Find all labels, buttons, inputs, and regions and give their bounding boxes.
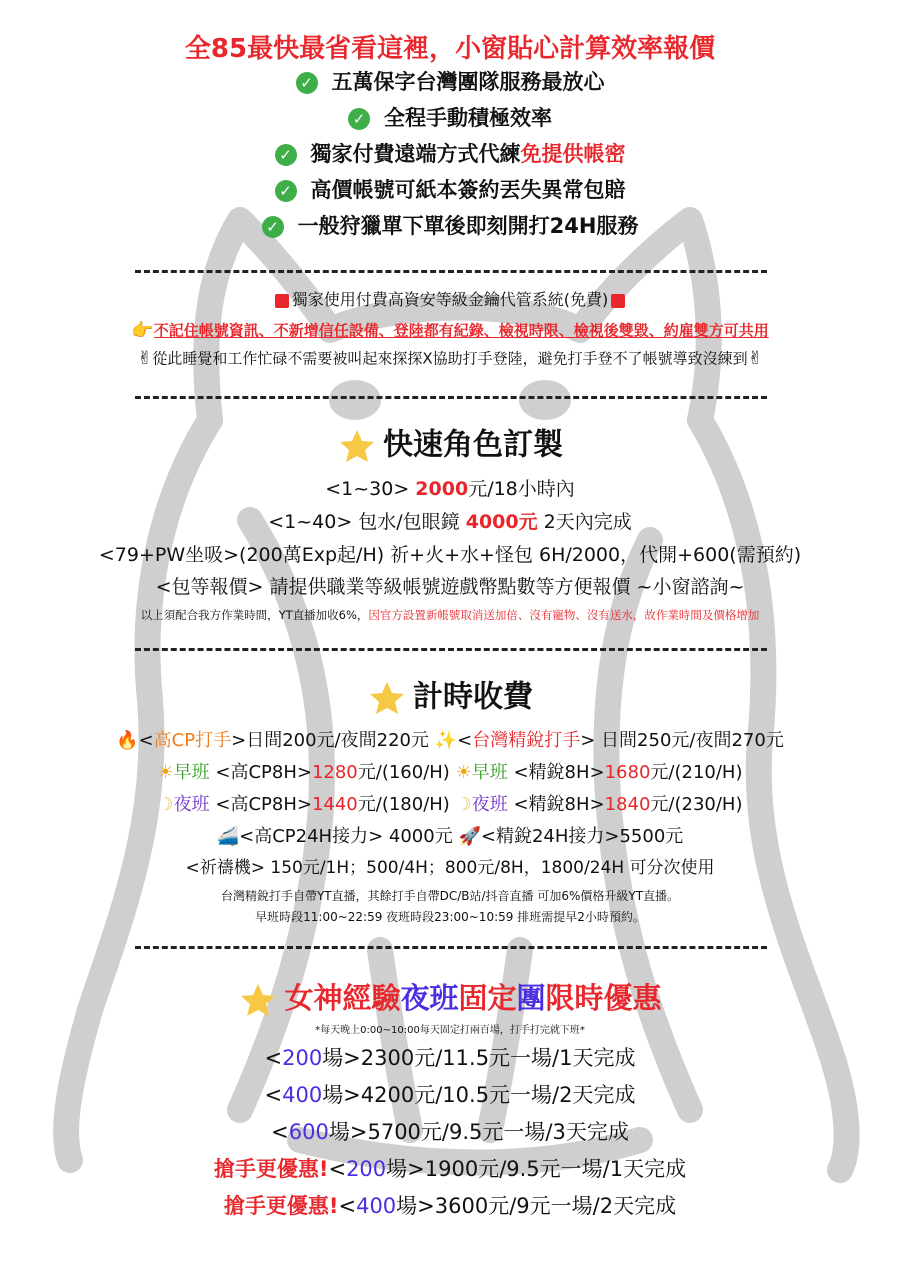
check-icon: ✓: [348, 108, 370, 130]
victory-hand-icon: ✌: [747, 348, 763, 369]
quick-price-line: <1~40> 包水/包眼鏡 4000元 2天內完成: [268, 511, 632, 533]
feature-item: ✓ 獨家付費遠端方式代練免提供帳密: [0, 144, 900, 166]
hourly-note: 早班時段11:00~22:59 夜班時段23:00~10:59 排班需提早2小時預約。: [255, 910, 645, 924]
feature-item: ✓ 高價帳號可紙本簽約丟失異常包賠: [0, 180, 900, 202]
hourly-rate-line: 🔥<高CP打手>日間200元/夜間220元 ✨<台灣精銳打手> 日間250元/夜間270元: [116, 730, 784, 751]
star-icon: [337, 428, 377, 464]
sun-icon: ☀: [455, 762, 472, 783]
security-warning: 👉不記住帳號資訊、不新增信任設備、登陸都有紀錄、檢視時限、檢視後雙毀、約雇雙方可共用: [131, 320, 769, 341]
check-icon: ✓: [262, 216, 284, 238]
dashed-divider: [135, 396, 767, 399]
hourly-day-line: ☀早班 <高CP8H>1280元/(160/H) ☀早班 <精銳8H>1680元/(210/H): [157, 762, 743, 783]
fire-icon: 🔥: [116, 730, 139, 751]
check-icon: ✓: [275, 144, 297, 166]
hourly-prayer-line: <祈禱機> 150元/1H；500/4H；800元/8H，1800/24H 可分次使用: [185, 858, 715, 878]
goddess-plan: 搶手更優惠!<200場>1900元/9.5元一場/1天完成: [213, 1157, 687, 1181]
goddess-plan: <200場>2300元/11.5元一場/1天完成: [264, 1046, 636, 1070]
sun-icon: ☀: [157, 762, 174, 783]
security-title: 獨家使用付費高資安等級金鑰代管系統(免費): [0, 292, 900, 308]
train-icon: 🚄: [216, 826, 240, 847]
section-heading-quick: 快速角色訂製: [0, 428, 900, 464]
check-icon: ✓: [275, 180, 297, 202]
feature-item: ✓ 全程手動積極效率: [0, 108, 900, 130]
goddess-plan: <600場>5700元/9.5元一場/3天完成: [271, 1120, 629, 1144]
star-icon: [367, 680, 407, 716]
moon-icon: ☽: [157, 794, 174, 815]
siren-icon: [275, 294, 289, 308]
check-icon: ✓: [296, 72, 318, 94]
hourly-night-line: ☽夜班 <高CP8H>1440元/(180/H) ☽夜班 <精銳8H>1840元/(230/H): [157, 794, 743, 815]
siren-icon: [611, 294, 625, 308]
hourly-relay-line: 🚄<高CP24H接力> 4000元 🚀<精銳24H接力>5500元: [216, 826, 684, 847]
section-heading-hourly: 計時收費: [0, 680, 900, 716]
quick-price-line: <1~30> 2000元/18小時內: [325, 478, 575, 500]
section-heading-goddess: 女神經驗夜班固定團限時優惠: [0, 982, 900, 1018]
quick-note: 以上須配合我方作業時間，YT直播加收6%，因官方設置新帳號取消送加倍、沒有寵物、沒有送水，故作業時間及價格增加: [140, 608, 760, 622]
feature-item: ✓ 五萬保字台灣團隊服務最放心: [0, 72, 900, 94]
security-note: ✌從此睡覺和工作忙碌不需要被叫起來探探X協助打手登陸，避免打手登不了帳號導致沒練到✌: [137, 348, 763, 369]
goddess-plan: <400場>4200元/10.5元一場/2天完成: [264, 1083, 636, 1107]
pointing-hand-icon: 👉: [131, 320, 154, 341]
dashed-divider: [135, 946, 767, 949]
sparkles-icon: ✨: [434, 730, 458, 751]
moon-icon: ☽: [455, 794, 472, 815]
quick-price-line: <包等報價> 請提供職業等級帳號遊戲幣點數等方便報價 ~小窗諮詢~: [155, 576, 745, 598]
dashed-divider: [135, 270, 767, 273]
hourly-note: 台灣精銳打手自帶YT直播，其餘打手自帶DC/B站/抖音直播 可加6%價格升級YT直播。: [220, 889, 680, 903]
victory-hand-icon: ✌: [137, 348, 153, 369]
star-icon: [238, 982, 278, 1018]
dashed-divider: [135, 648, 767, 651]
page-title: 全85最快最省看這裡，小窗貼心計算效率報價: [184, 34, 716, 64]
goddess-subtitle: *每天晚上0:00~10:00每天固定打兩百場，打手打完就下班*: [315, 1025, 585, 1036]
goddess-plan: 搶手更優惠!<400場>3600元/9元一場/2天完成: [223, 1194, 677, 1218]
quick-price-line: <79+PW坐吸>(200萬Exp起/H) 祈+火+水+怪包 6H/2000，代開+600(需預約): [98, 544, 802, 566]
rocket-icon: 🚀: [458, 826, 481, 847]
feature-item: ✓ 一般狩獵單下單後即刻開打24H服務: [0, 216, 900, 238]
